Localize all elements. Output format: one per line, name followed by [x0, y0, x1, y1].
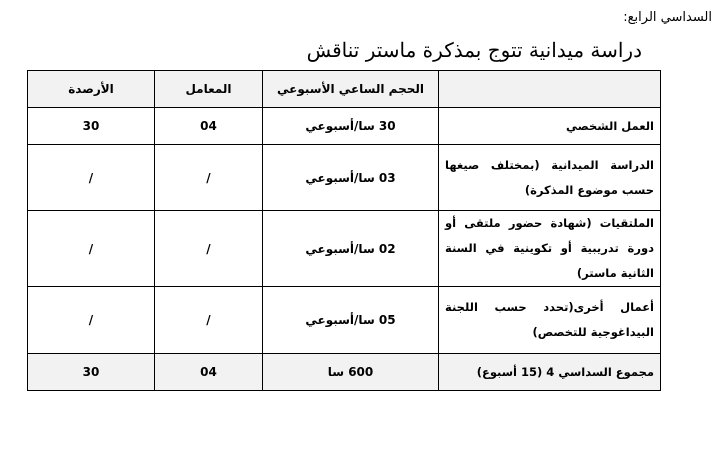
- table-row: [28, 211, 661, 287]
- table-total-row: [28, 354, 661, 391]
- row-coefficient: /: [155, 145, 263, 211]
- table-row: [28, 287, 661, 354]
- row-label: أعمال أخرى(تحدد حسب اللجنة البيداغوجية للتخصص): [439, 287, 661, 354]
- semester-label: السداسي الرابع:: [623, 10, 712, 25]
- row-label: العمل الشخصي: [439, 108, 661, 145]
- row-hours: 600 سا: [263, 354, 439, 391]
- row-hours: 05 سا/أسبوعي: [263, 287, 439, 354]
- table-header-row: [28, 71, 661, 108]
- semester-table: [27, 70, 661, 391]
- header-activity: [439, 71, 661, 108]
- row-coefficient: 04: [155, 354, 263, 391]
- row-hours: 02 سا/أسبوعي: [263, 211, 439, 287]
- table-row: [28, 108, 661, 145]
- row-coefficient: /: [155, 211, 263, 287]
- row-coefficient: 04: [155, 108, 263, 145]
- document-title: دراسة ميدانية تتوج بمذكرة ماستر تناقش: [306, 38, 642, 62]
- table-row: [28, 145, 661, 211]
- row-label: مجموع السداسي 4 (15 أسبوع): [439, 354, 661, 391]
- row-credits: /: [28, 211, 155, 287]
- row-credits: 30: [28, 354, 155, 391]
- header-weekly-hours: الحجم الساعي الأسبوعي: [263, 71, 439, 108]
- row-coefficient: /: [155, 287, 263, 354]
- row-credits: 30: [28, 108, 155, 145]
- row-label: الملتقيات (شهادة حضور ملتقى أو دورة تدريبية أو تكوينية في السنة الثانية ماستر): [439, 211, 661, 287]
- header-coefficient: المعامل: [155, 71, 263, 108]
- row-label: الدراسة الميدانية (بمختلف صيغها حسب موضوع المذكرة): [439, 145, 661, 211]
- header-credits: الأرصدة: [28, 71, 155, 108]
- row-hours: 03 سا/أسبوعي: [263, 145, 439, 211]
- row-credits: /: [28, 145, 155, 211]
- row-credits: /: [28, 287, 155, 354]
- row-hours: 30 سا/أسبوعي: [263, 108, 439, 145]
